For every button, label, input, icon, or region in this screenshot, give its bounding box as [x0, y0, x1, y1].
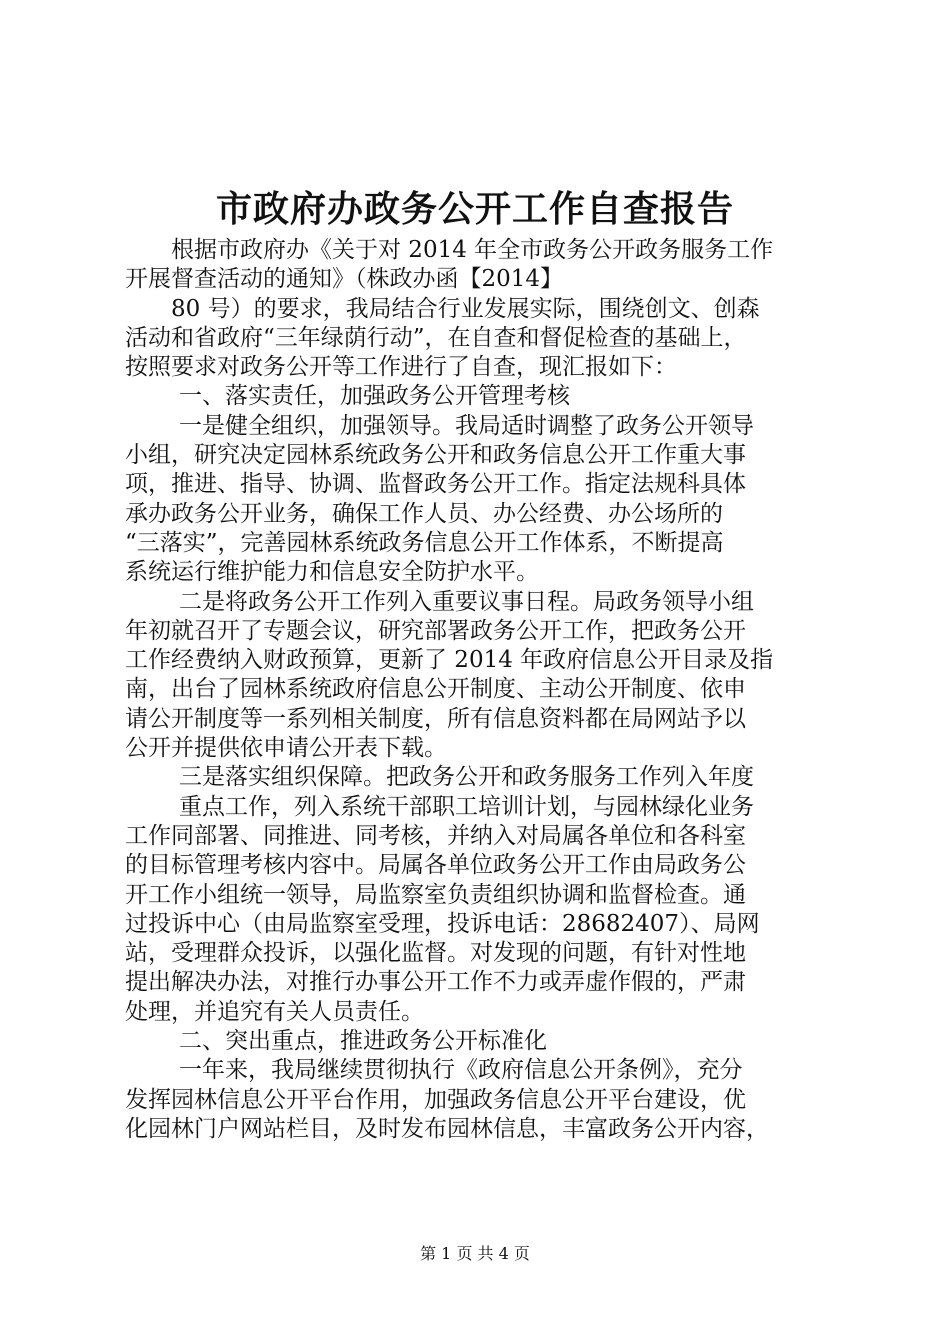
body-line: 处理，并追究有关人员责任。	[125, 998, 424, 1025]
body-line: 活动和省政府“三年绿荫行动”，在自查和督促检查的基础上，	[125, 324, 747, 351]
body-line: 发挥园林信息公开平台作用，加强政务信息公开平台建设，优	[125, 1086, 746, 1113]
body-line: 公开并提供依申请公开表下载。	[125, 735, 447, 762]
body-line: 80 号）的要求，我局结合行业发展实际，围绕创文、创森	[171, 295, 760, 322]
document-body	[125, 236, 845, 1144]
body-line: 二是将政务公开工作列入重要议事日程。局政务领导小组	[179, 588, 754, 615]
body-line: 一是健全组织，加强领导。我局适时调整了政务公开领导	[179, 412, 754, 439]
body-line: 重点工作，列入系统干部职工培训计划，与园林绿化业务	[179, 793, 754, 820]
body-line: 南，出台了园林系统政府信息公开制度、主动公开制度、依申	[125, 676, 746, 703]
body-line: 项，推进、指导、协调、监督政务公开工作。指定法规科具体	[125, 471, 746, 498]
page-footer: 第 1 页 共 4 页	[420, 1244, 530, 1263]
body-line: 化园林门户网站栏目，及时发布园林信息，丰富政务公开内容，	[125, 1115, 769, 1142]
section-heading: 一、落实责任，加强政务公开管理考核	[179, 383, 570, 410]
body-line: 年初就召开了专题会议，研究部署政务公开工作，把政务公开	[125, 617, 746, 644]
body-line: 三是落实组织保障。把政务公开和政务服务工作列入年度	[179, 764, 754, 791]
body-line: 请公开制度等一系列相关制度，所有信息资料都在局网站予以	[125, 705, 746, 732]
body-line: 的目标管理考核内容中。局属各单位政务公开工作由局政务公	[125, 852, 746, 879]
body-line: 工作同部署、同推进、同考核，并纳入对局属各单位和各科室	[125, 822, 746, 849]
body-line: 一年来，我局继续贯彻执行《政府信息公开条例》，充分	[179, 1057, 743, 1084]
body-line: 开展督查活动的通知》（株政办函【2014】	[125, 266, 564, 293]
body-line: 过投诉中心（由局监察室受理，投诉电话：28682407）、局网	[125, 910, 760, 937]
body-line: 根据市政府办《关于对 2014 年全市政务公开政务服务工作	[171, 237, 774, 263]
body-line: “三落实”，完善园林系统政务信息公开工作体系，不断提高	[125, 529, 724, 556]
body-line: 开工作小组统一领导，局监察室负责组织协调和监督检查。通	[125, 881, 746, 908]
body-line: 按照要求对政务公开等工作进行了自查，现汇报如下：	[125, 354, 677, 381]
body-line: 小组，研究决定园林系统政务公开和政务信息公开工作重大事	[125, 442, 746, 469]
body-line: 提出解决办法，对推行办事公开工作不力或弄虚作假的，严肃	[125, 969, 746, 996]
body-line: 系统运行维护能力和信息安全防护水平。	[125, 559, 539, 586]
body-line: 站，受理群众投诉，以强化监督。对发现的问题，有针对性地	[125, 940, 746, 967]
body-line: 工作经费纳入财政预算，更新了 2014 年政府信息公开目录及指	[125, 647, 774, 674]
document-title: 市政府办政务公开工作自查报告	[215, 188, 734, 230]
body-line: 承办政务公开业务，确保工作人员、办公经费、办公场所的	[125, 500, 723, 527]
section-heading: 二、突出重点，推进政务公开标准化	[179, 1028, 547, 1055]
